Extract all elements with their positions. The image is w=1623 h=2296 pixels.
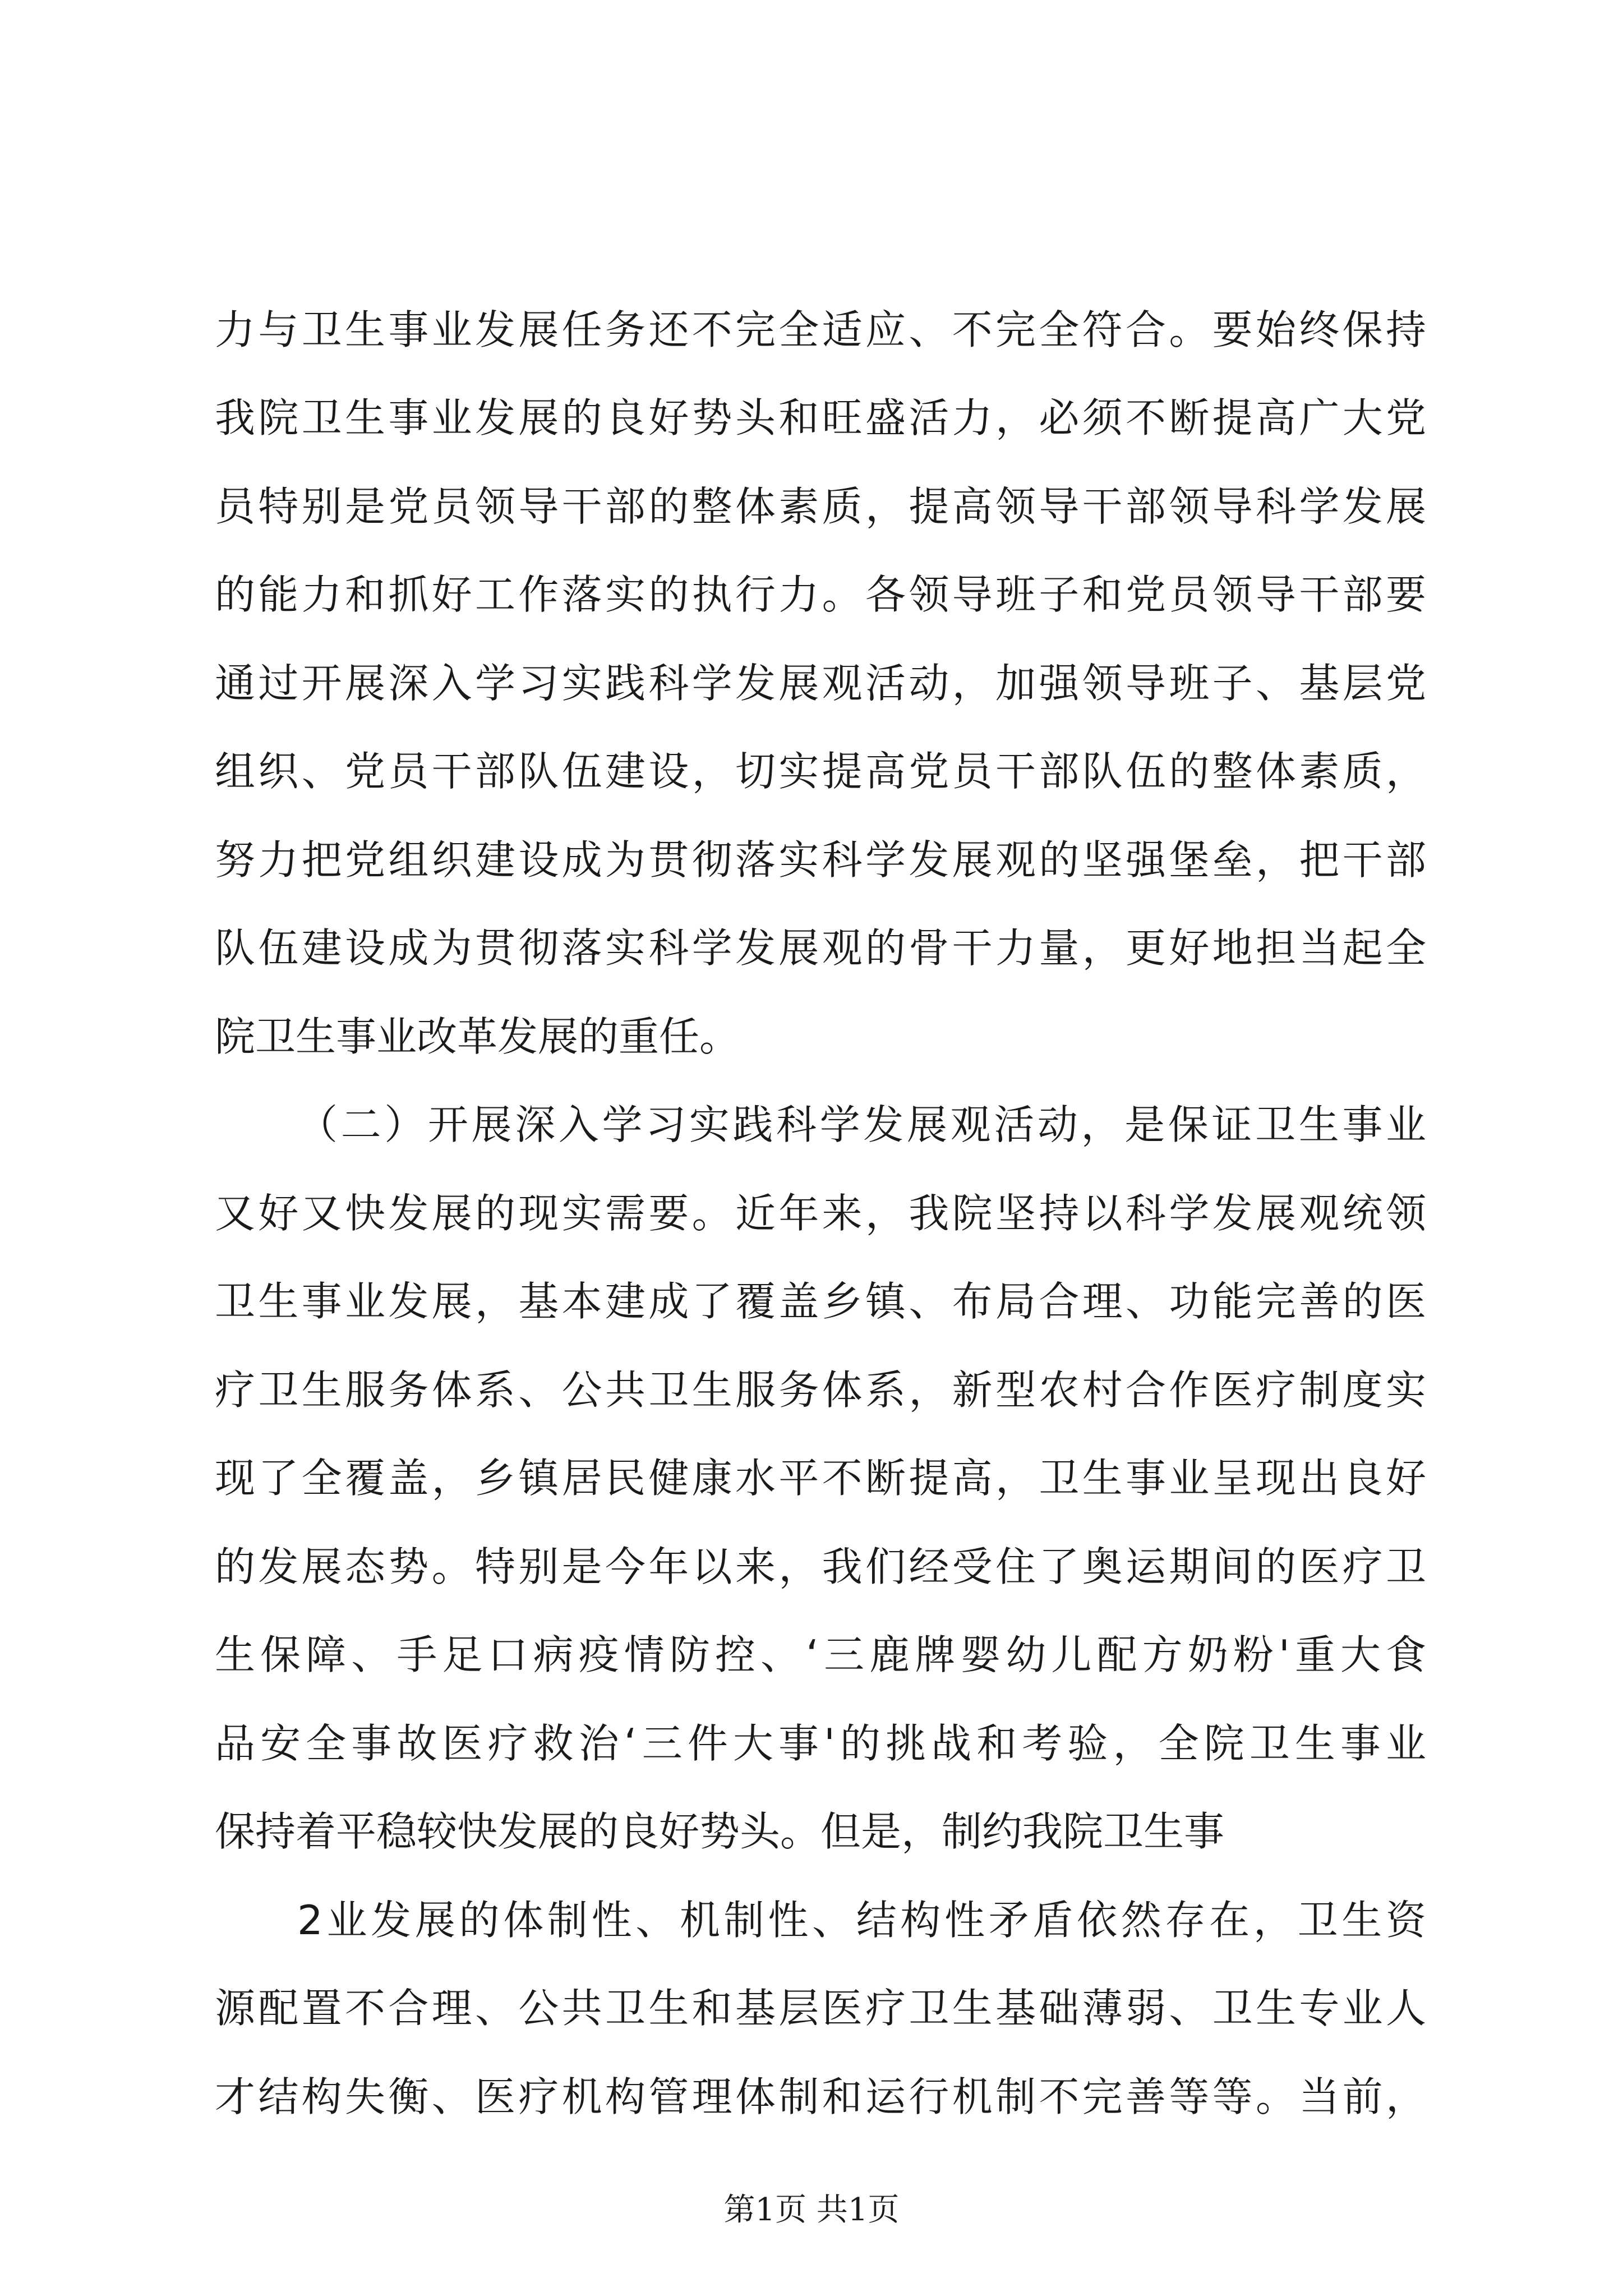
body-text-line: 又好又快发展的现实需要。近年来，我院坚持以科学发展观统领 xyxy=(215,1190,1426,1237)
body-text-line: 源配置不合理、公共卫生和基层医疗卫生基础薄弱、卫生专业人 xyxy=(215,1985,1426,2032)
body-text-line: 组织、党员干部队伍建设，切实提高党员干部队伍的整体素质， xyxy=(215,748,1426,795)
section-heading-line: （二）开展深入学习实践科学发展观活动，是保证卫生事业 xyxy=(297,1101,1426,1148)
body-text-line: 的能力和抓好工作落实的执行力。各领导班子和党员领导干部要 xyxy=(215,571,1426,618)
page-footer: 第1页 共1页 xyxy=(723,2192,900,2228)
body-text-line: 队伍建设成为贯彻落实科学发展观的骨干力量，更好地担当起全 xyxy=(215,924,1426,972)
body-text-line: 才结构失衡、医疗机构管理体制和运行机制不完善等等。当前， xyxy=(215,2073,1426,2120)
body-text-line: 品安全事故医疗救治‘三件大事'的挑战和考验，全院卫生事业 xyxy=(215,1720,1426,1767)
body-text-line: 疗卫生服务体系、公共卫生服务体系，新型农村合作医疗制度实 xyxy=(215,1366,1426,1414)
body-text-line: 保持着平稳较快发展的良好势头。但是，制约我院卫生事 xyxy=(215,1808,1225,1855)
body-text-line: 通过开展深入学习实践科学发展观活动，加强领导班子、基层党 xyxy=(215,660,1426,707)
body-text-line: 2业发展的体制性、机制性、结构性矛盾依然存在，卫生资 xyxy=(297,1897,1426,1944)
body-text-line: 院卫生事业改革发展的重任。 xyxy=(215,1013,740,1060)
body-text-line: 的发展态势。特别是今年以来，我们经受住了奥运期间的医疗卫 xyxy=(215,1543,1426,1590)
body-text-line: 员特别是党员领导干部的整体素质，提高领导干部领导科学发展 xyxy=(215,483,1426,530)
body-text-line: 卫生事业发展，基本建成了覆盖乡镇、布局合理、功能完善的医 xyxy=(215,1278,1426,1325)
body-text-line: 我院卫生事业发展的良好势头和旺盛活力，必须不断提高广大党 xyxy=(215,394,1426,441)
body-text-line: 生保障、手足口病疫情防控、‘三鹿牌婴幼儿配方奶粉'重大食 xyxy=(215,1631,1426,1678)
body-text-line: 努力把党组织建设成为贯彻落实科学发展观的坚强堡垒，把干部 xyxy=(215,836,1426,884)
body-text-line: 现了全覆盖，乡镇居民健康水平不断提高，卫生事业呈现出良好 xyxy=(215,1455,1426,1502)
body-text-line: 力与卫生事业发展任务还不完全适应、不完全符合。要始终保持 xyxy=(215,306,1426,353)
